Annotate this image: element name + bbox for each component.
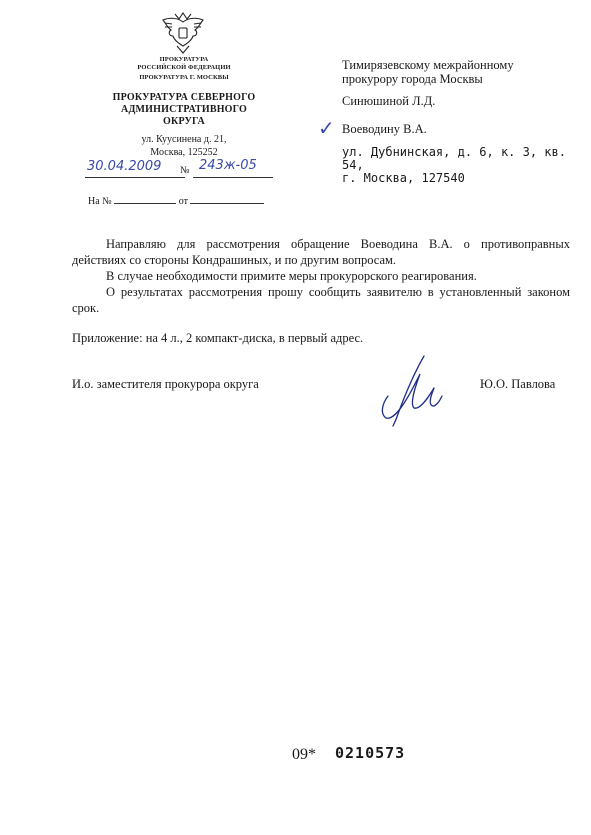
signatory-position: И.о. заместителя прокурора округа — [72, 377, 259, 391]
office-name-line: ПРОКУРАТУРА СЕВЕРНОГО — [112, 92, 256, 103]
body-paragraph: В случае необходимости примите меры прокурорского реагирования. — [106, 269, 477, 283]
recipient-name-2: Воеводину В.А. — [342, 122, 427, 136]
office-address-line: Москва, 125252 — [150, 146, 218, 158]
recipient-name-1: Синюшиной Л.Д. — [342, 94, 436, 108]
org-name-line: ПРОКУРАТУРА Г. МОСКВЫ — [139, 74, 229, 81]
number-label: № — [180, 165, 190, 176]
recipient-line: прокурору города Москвы — [342, 72, 483, 86]
recipient-line: Тимирязевскому межрайонному — [342, 58, 514, 72]
recipient-address-line: ул. Дубнинская, д. 6, к. 3, кв. 54, — [342, 145, 566, 172]
body-paragraph: Направляю для рассмотрения обращение Воеводина В.А. о противоправных действиях со стороны Кондрашиных, и по другим вопросам. — [72, 237, 570, 267]
org-name-line: РОССИЙСКОЙ ФЕДЕРАЦИИ — [137, 64, 231, 71]
recipient-address-line: г. Москва, 127540 — [342, 171, 465, 185]
form-serial-number: 0210573 — [335, 744, 406, 762]
office-name-line: ОКРУГА — [163, 116, 205, 127]
reference-number-blank — [114, 203, 176, 204]
reference-from-label: от — [178, 196, 188, 207]
reference-line — [88, 196, 264, 207]
form-series: 09* — [292, 746, 316, 763]
signatory-name: Ю.О. Павлова — [480, 377, 556, 391]
office-name-line: АДМИНИСТРАТИВНОГО — [121, 104, 247, 115]
attachment-line: Приложение: на 4 л., 2 компакт-диска, в первый адрес. — [72, 331, 364, 345]
reference-date-blank — [190, 203, 264, 204]
office-address-line: ул. Куусинена д. 21, — [141, 134, 227, 145]
body-paragraph: О результатах рассмотрения прошу сообщить заявителю в установленный законом срок. — [72, 285, 570, 315]
outgoing-number: 243ж-05 — [199, 158, 257, 173]
coat-of-arms-emblem — [160, 8, 206, 56]
org-name-line: ПРОКУРАТУРА — [159, 56, 209, 63]
outgoing-number-field — [193, 158, 273, 178]
check-mark-icon: ✓ — [318, 116, 335, 140]
handwritten-signature — [376, 352, 446, 430]
reference-label: На № — [88, 196, 112, 207]
outgoing-date-field — [85, 161, 185, 178]
outgoing-date: 30.04.2009 — [87, 159, 162, 174]
